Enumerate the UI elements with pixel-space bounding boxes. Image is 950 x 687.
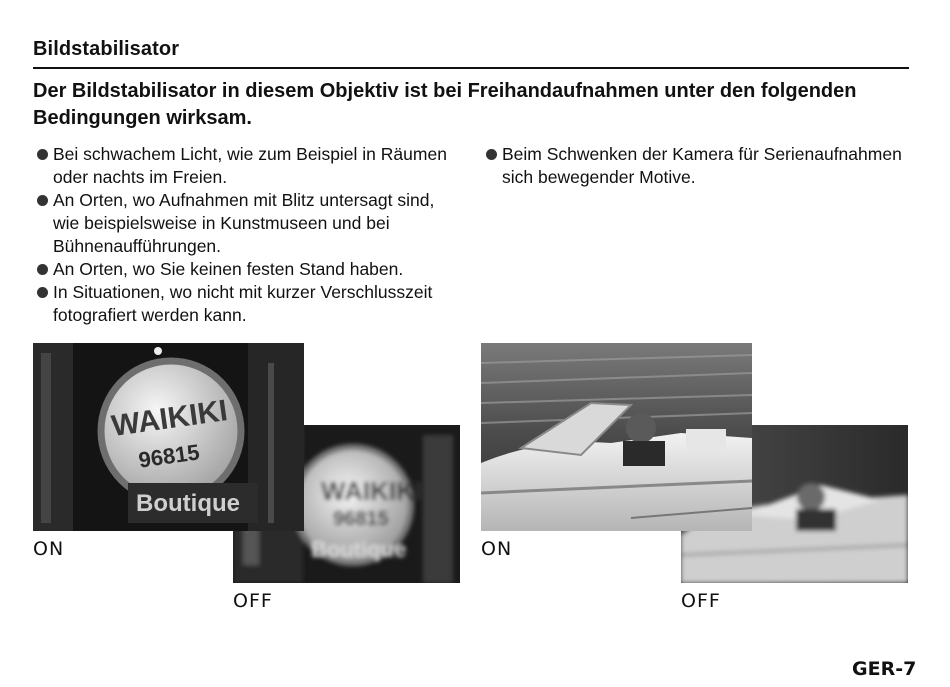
sign-on-caption: ON [33, 538, 65, 560]
title-rule [33, 67, 909, 69]
sign-off-caption: OFF [233, 590, 273, 612]
list-item: In Situationen, wo nicht mit kurzer Verschlusszeit fotografiert werden kann. [35, 281, 465, 327]
left-bullet-list [35, 143, 465, 327]
bullet-icon [37, 264, 48, 275]
lead-paragraph: Der Bildstabilisator in diesem Objektiv ist bei Freihandaufnahmen unter den folgenden Bedingungen wirksam. [33, 80, 857, 129]
list-item: Bei schwachem Licht, wie zum Beispiel in Räumen oder nachts im Freien. [35, 143, 465, 189]
car-photo-on [481, 343, 752, 531]
car-off-caption: OFF [681, 590, 721, 612]
car-on-caption: ON [481, 538, 513, 560]
bullet-icon [486, 149, 497, 160]
page-number: GER-7 [852, 658, 917, 680]
bullet-icon [37, 149, 48, 160]
list-item: Beim Schwenken der Kamera für Serienaufnahmen sich bewegender Motive. [484, 143, 914, 189]
svg-text:Boutique: Boutique [136, 490, 240, 517]
sign-text: WAIKIKI [321, 476, 423, 506]
list-item: An Orten, wo Aufnahmen mit Blitz untersagt sind, wie beispielsweise in Kunstmuseen und bei Bühnenaufführungen. [35, 189, 465, 258]
sign-boutique: Boutique [311, 537, 407, 562]
sign-photo-on [33, 343, 304, 531]
sign-number: 96815 [333, 508, 389, 530]
right-bullet-list [484, 143, 914, 189]
bullet-icon [37, 195, 48, 206]
svg-text:WAIKIKI: WAIKIKI [109, 394, 230, 444]
bullet-icon [37, 287, 48, 298]
svg-text:96815: 96815 [137, 439, 202, 473]
list-item: An Orten, wo Sie keinen festen Stand haben. [35, 258, 465, 281]
section-title: Bildstabilisator [33, 38, 180, 60]
